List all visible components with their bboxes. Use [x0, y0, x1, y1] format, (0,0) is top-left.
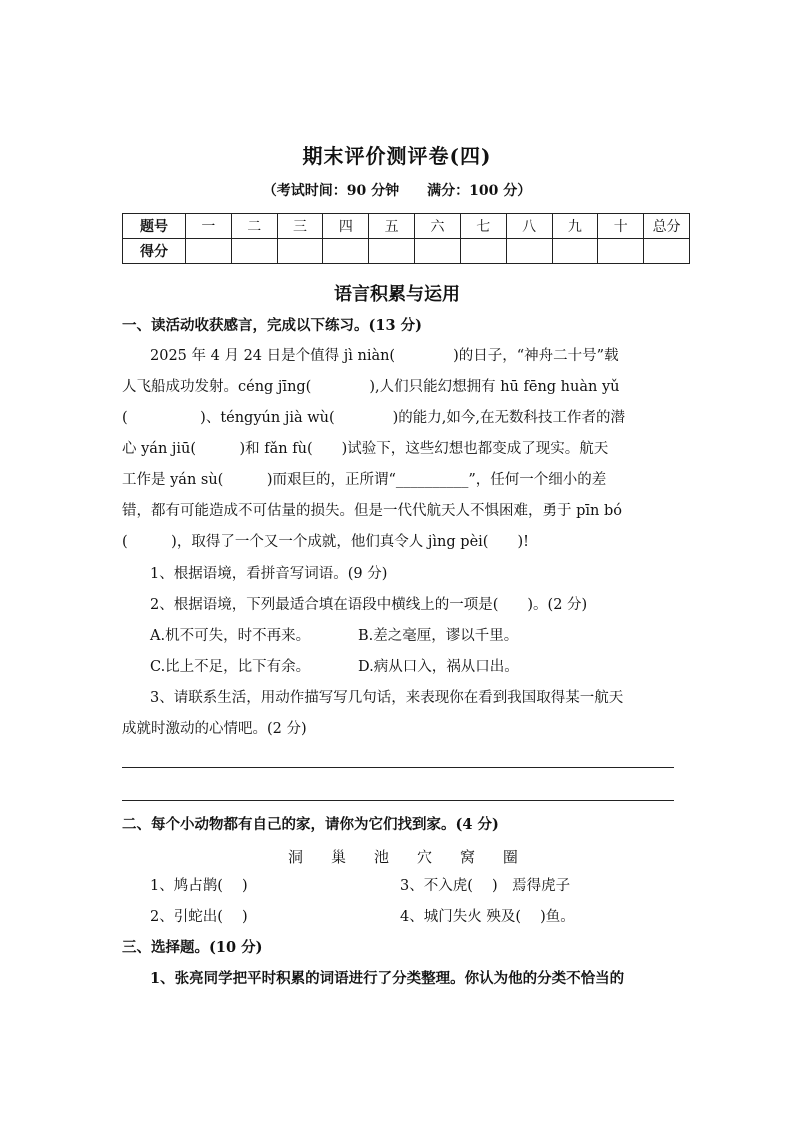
score-col: 七	[460, 214, 506, 239]
q2-word: 洞	[288, 848, 304, 866]
q2-word: 圈	[502, 848, 518, 866]
score-col: 二	[231, 214, 277, 239]
q1-passage-line: ( )、téngyún jià wù( )的能力,如今,在无数科技工作者的潜	[122, 410, 625, 426]
q1-option-d: D.病从口入，祸从口出。	[358, 659, 519, 675]
q2-item-2: 2、引蛇出( )	[150, 909, 248, 925]
exam-title: 期末评价测评卷(四)	[302, 144, 492, 168]
score-col: 四	[323, 214, 369, 239]
q1-sub2: 2、根据语境，下列最适合填在语段中横线上的一项是( )。(2 分)	[150, 597, 588, 613]
score-col: 五	[369, 214, 415, 239]
score-col: 十	[598, 214, 644, 239]
q3-heading: 三、选择题。(10 分)	[122, 939, 263, 956]
answer-line[interactable]	[122, 767, 674, 768]
score-cell[interactable]	[506, 239, 552, 264]
score-cell[interactable]	[369, 239, 415, 264]
exam-time: （考试时间：90 分钟	[262, 183, 400, 199]
q1-passage-line: 错，都有可能造成不可估量的损失。但是一代代航天人不惧困难，勇于 pīn bó	[122, 503, 622, 519]
score-table-header-row	[123, 214, 690, 239]
q1-passage-line: ( )，取得了一个又一个成就，他们真令人 jìng pèi( )!	[122, 534, 529, 550]
score-col: 六	[415, 214, 461, 239]
score-row-label: 得分	[123, 239, 186, 264]
q2-heading: 二、每个小动物都有自己的家，请你为它们找到家。(4 分)	[122, 816, 499, 833]
q2-word: 穴	[416, 848, 432, 866]
q2-item-1: 1、鸠占鹊( )	[150, 878, 248, 894]
score-col-total: 总分	[644, 214, 690, 239]
score-col: 八	[506, 214, 552, 239]
score-col: 一	[186, 214, 232, 239]
q1-option-a: A.机不可失，时不再来。	[150, 628, 311, 644]
q1-passage-line: 心 yán jiū( )和 fǎn fù( )试验下，这些幻想也都变成了现实。航天	[122, 441, 609, 457]
q1-passage-line: 工作是 yán sù( )而艰巨的，正所谓“__________”，任何一个细小的差	[122, 472, 607, 488]
answer-line[interactable]	[122, 800, 674, 801]
score-cell[interactable]	[552, 239, 598, 264]
q3-sub1: 1、张亮同学把平时积累的词语进行了分类整理。你认为他的分类不恰当的	[150, 970, 625, 987]
q1-sub1: 1、根据语境，看拼音写词语。(9 分)	[150, 566, 388, 582]
score-table-header-label: 题号	[123, 214, 186, 239]
score-table	[122, 213, 690, 264]
score-cell[interactable]	[323, 239, 369, 264]
score-cell[interactable]	[644, 239, 690, 264]
score-cell[interactable]	[415, 239, 461, 264]
section-title: 语言积累与运用	[334, 284, 460, 305]
q1-passage-line: 人飞船成功发射。céng jīng( ),人们只能幻想拥有 hū fēng huàn yǔ	[122, 379, 620, 395]
q1-sub3-cont: 成就时激动的心情吧。(2 分)	[122, 721, 307, 737]
q2-item-3: 3、不入虎( ) 焉得虎子	[400, 878, 571, 894]
q1-passage-line: 2025 年 4 月 24 日是个值得 jì niàn( )的日子，“神舟二十号”载	[150, 348, 619, 364]
score-col: 三	[277, 214, 323, 239]
q2-word: 池	[373, 848, 389, 866]
score-cell[interactable]	[460, 239, 506, 264]
q2-word: 窝	[459, 848, 475, 866]
q2-word-bank	[288, 846, 518, 867]
q1-heading: 一、读活动收获感言，完成以下练习。(13 分)	[122, 317, 422, 334]
score-col: 九	[552, 214, 598, 239]
score-cell[interactable]	[598, 239, 644, 264]
q2-item-4: 4、城门失火 殃及( )鱼。	[400, 909, 575, 925]
exam-full-score: 满分：100 分）	[427, 183, 532, 199]
score-cell[interactable]	[231, 239, 277, 264]
exam-subtitle	[0, 180, 794, 200]
score-cell[interactable]	[186, 239, 232, 264]
score-table-score-row	[123, 239, 690, 264]
q2-word: 巢	[330, 848, 346, 866]
q1-option-c: C.比上不足，比下有余。	[150, 659, 311, 675]
q1-option-b: B.差之毫厘，谬以千里。	[358, 628, 519, 644]
score-cell[interactable]	[277, 239, 323, 264]
q1-sub3: 3、请联系生活，用动作描写写几句话，来表现你在看到我国取得某一航天	[150, 690, 624, 706]
